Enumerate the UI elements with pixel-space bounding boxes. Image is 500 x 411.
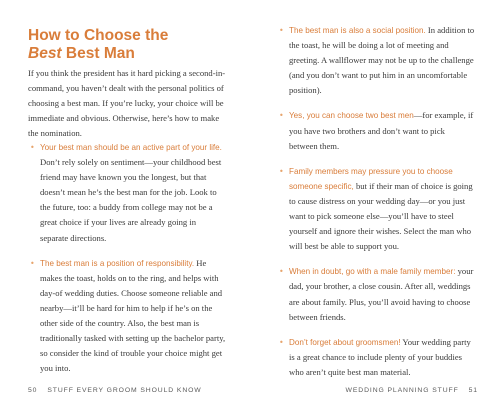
tip-item: [279, 335, 475, 380]
tip-item: [279, 108, 475, 153]
page-number: 51: [468, 387, 478, 394]
bullet-icon: •: [279, 26, 284, 35]
tip-text: but if their man of choice is going to cause distress on your wedding day—or you just want to pick someone else—you’ll have to steel yourself and ignore their wishes. Select the man who will best be able to support you.: [289, 180, 473, 252]
bullet-icon: •: [279, 166, 284, 176]
tip-item: [279, 23, 475, 98]
bullet-icon: •: [279, 337, 284, 347]
heading-line-1: How to Choose the: [28, 27, 169, 44]
tip-item: [30, 256, 226, 377]
bullet-icon: •: [279, 267, 284, 277]
tip-lead: Don’t forget about groomsmen!: [289, 337, 401, 347]
tip-lead: When in doubt, go with a male family member:: [289, 267, 456, 277]
heading-line-2: [28, 45, 228, 63]
heading-emphasis: Best: [28, 45, 62, 62]
tip-lead: Your best man should be an active part of your life.: [40, 143, 222, 152]
tip-text: In addition to the toast, he will be doing a lot of meeting and greeting. A wallflower may not be up to the challenge (and you don’t want to put him in an uncomfortable position).: [289, 25, 475, 96]
tip-text: He makes the toast, holds on to the ring, and helps with day-of wedding duties. Choose someone reliable and nearby—it’ll be hard for him to help if he’s on the other side of the country. Also, the best man is traditionally tasked with setting up the bachelor party, so consider the kind of trouble your choice might get you into.: [40, 257, 226, 374]
page-footer-right: [346, 387, 478, 394]
running-title: STUFF EVERY GROOM SHOULD KNOW: [47, 387, 202, 394]
tip-text: your dad, your brother, a close cousin. After all, weddings are about family. Plus, you’ll avoid having to choose between friends.: [289, 266, 474, 322]
tip-item: [30, 140, 226, 246]
heading-line-2-rest: Best Man: [61, 45, 135, 62]
tip-text: Your wedding party is a great chance to include plenty of your buddies who aren’t quite best man material.: [289, 336, 471, 377]
intro-paragraph: If you think the president has it hard picking a second-in-command, you haven’t dealt with the personal politics of choosing a best man. If you’re lucky, your choice will be immediate and obvious. Otherwise, here’s how to make the nomination.: [28, 68, 226, 139]
tip-list-left: [30, 140, 226, 386]
tip-item: [279, 264, 475, 324]
bullet-icon: •: [279, 111, 284, 121]
right-page: [250, 0, 500, 411]
tip-lead: Family members may pressure you to choose someone specific,: [289, 166, 453, 191]
tip-lead: The best man is also a social position.: [289, 26, 426, 35]
bullet-icon: •: [30, 258, 35, 268]
tip-text: —for example, if you have two brothers and don’t want to pick between them.: [289, 110, 474, 151]
bullet-icon: •: [30, 143, 35, 152]
tip-lead: The best man is a position of responsibility.: [40, 258, 195, 268]
tip-lead: Yes, you can choose two best men: [289, 111, 414, 121]
page-footer-left: [28, 387, 202, 394]
running-title: WEDDING PLANNING STUFF: [345, 387, 459, 394]
section-heading: [28, 27, 228, 63]
tip-item: [279, 164, 475, 255]
page-number: 50: [28, 387, 38, 394]
tip-text: Don’t rely solely on sentiment—your childhood best friend may have known you the longest, but that doesn’t mean he’s the best man for the job. Look to the future, too: a buddy from college may not be a great choice if your lives are already going in separate directions.: [40, 157, 222, 243]
tip-list-right: [279, 23, 475, 390]
